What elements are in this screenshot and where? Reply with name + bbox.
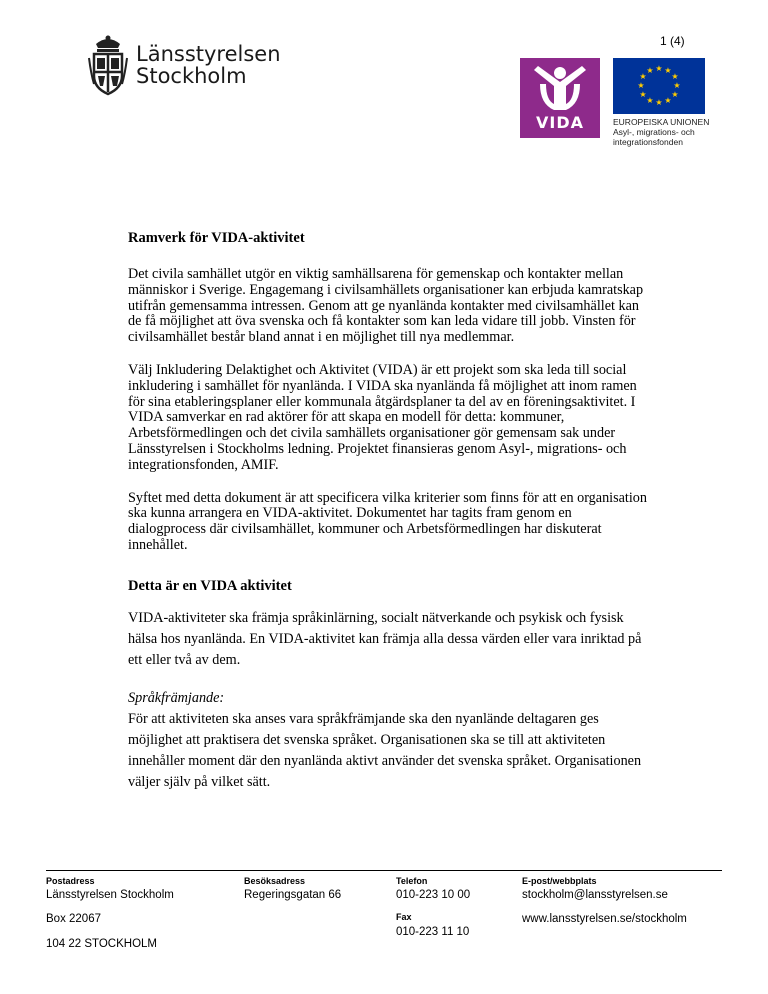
footer-epost-label: E-post/webbplats bbox=[522, 876, 597, 886]
document-body bbox=[128, 230, 648, 810]
eu-stars-icon bbox=[613, 58, 705, 114]
svg-text:★: ★ bbox=[671, 72, 679, 81]
paragraph-purpose: Syftet med detta dokument är att specificera vilka kriterier som finns för att en organisation ska kunna arrangera en VIDA-aktivitet. Dokumentet har tagits fram genom en dialogprocess där civilsamhället, kommuner och Arbetsförmedlingen har diskuterat innehållet. bbox=[128, 489, 647, 553]
paragraph-vida: Välj Inkludering Delaktighet och Aktivitet (VIDA) är ett projekt som ska leda till social inkludering i samhället för nyanlända. I VIDA ska nyanlända få möjlighet att inom ramen för sina etableringsplaner eller kommunala åtgärdsplaner ta del av en föreningsaktivitet. I VIDA samverkar en rad aktörer för att skapa en modell för detta: kommuner, Arbetsförmedlingen och det civila samhällets organisationer gör gemensam sak under Länsstyrelsen i Stockholms ledning. Projektet finansieras genom Asyl-, migrations- och integrationsfonden, AMIF. bbox=[128, 361, 637, 473]
vida-figure-icon bbox=[520, 60, 600, 120]
footer-telefon-value: 010-223 10 00 bbox=[396, 889, 471, 901]
agency-name-line2: Stockholm bbox=[136, 64, 247, 88]
footer-besoksadress-value: Regeringsgatan 66 bbox=[244, 889, 342, 901]
svg-text:★: ★ bbox=[646, 96, 654, 105]
svg-text:★: ★ bbox=[639, 90, 647, 99]
svg-text:★: ★ bbox=[664, 66, 672, 75]
section-heading: Detta är en VIDA aktivitet bbox=[128, 577, 292, 594]
svg-text:★: ★ bbox=[639, 72, 647, 81]
footer-email-link[interactable]: stockholm@lansstyrelsen.se bbox=[522, 889, 668, 901]
footer-telefon-label: Telefon bbox=[396, 876, 428, 886]
page-number: 1 (4) bbox=[660, 34, 685, 48]
svg-text:★: ★ bbox=[671, 90, 679, 99]
section-paragraph: VIDA-aktiviteter ska främja språkinlärning, socialt nätverkande och psykisk och fysisk hälsa hos nyanlända. En VIDA-aktivitet kan främja alla dessa värden eller vara inriktad på ett eller två av dem. bbox=[128, 609, 642, 668]
eu-caption-line2: Asyl-, migrations- och bbox=[613, 127, 695, 137]
eu-caption bbox=[613, 117, 713, 147]
subsection bbox=[128, 688, 648, 793]
subsection-label: Språkfrämjande: bbox=[128, 689, 225, 706]
svg-text:★: ★ bbox=[664, 96, 672, 105]
footer-postadress-line3: 104 22 STOCKHOLM bbox=[46, 938, 158, 950]
eu-caption-line1: EUROPEISKA UNIONEN bbox=[613, 117, 710, 127]
svg-text:★: ★ bbox=[646, 66, 654, 75]
svg-text:★: ★ bbox=[655, 64, 663, 73]
lansstyrelsen-logo bbox=[88, 34, 281, 96]
footer-divider bbox=[46, 870, 722, 871]
footer-fax-label: Fax bbox=[396, 912, 412, 922]
eu-flag bbox=[613, 58, 705, 114]
footer-fax-value: 010-223 11 10 bbox=[396, 926, 470, 938]
subsection-paragraph: För att aktiviteten ska anses vara språkfrämjande ska den nyanlände deltagaren ges möjlighet att praktisera det svenska språket. Organisationen ska se till att aktiviteten innehåller moment där den nyanlända aktivt använder det svenska språket. Organisationen väljer själv på vilket sätt. bbox=[128, 710, 642, 790]
document-title: Ramverk för VIDA-aktivitet bbox=[128, 230, 305, 246]
footer-website-link[interactable]: www.lansstyrelsen.se/stockholm bbox=[522, 913, 687, 925]
footer-besoksadress-label: Besöksadress bbox=[244, 876, 306, 886]
eu-caption-line3: integrationsfonden bbox=[613, 137, 683, 147]
svg-text:★: ★ bbox=[637, 81, 645, 90]
vida-logo bbox=[520, 58, 600, 138]
footer-postadress-line1: Länsstyrelsen Stockholm bbox=[46, 889, 174, 901]
svg-text:★: ★ bbox=[655, 98, 663, 107]
footer-postadress-line2: Box 22067 bbox=[46, 913, 101, 925]
footer-postadress-label: Postadress bbox=[46, 876, 95, 886]
agency-name-line1: Länsstyrelsen bbox=[136, 42, 281, 66]
vida-logo-text: VIDA bbox=[536, 113, 584, 132]
paragraph-intro: Det civila samhället utgör en viktig samhällsarena för gemenskap och kontakter mellan människor i Sverige. Engagemang i civilsamhällets organisationer kan erbjuda kamratskap utifrån gemensamma intressen. Genom att ge nyanlända kontakter med civilsamhället kan de få möjlighet att öva svenska och få kontakter som kan leda vidare till jobb. Vinsten för civilsamhället består bland annat i en möjlighet till nya medlemmar. bbox=[128, 266, 644, 346]
svg-text:★: ★ bbox=[673, 81, 681, 90]
coat-of-arms-icon bbox=[88, 34, 128, 96]
